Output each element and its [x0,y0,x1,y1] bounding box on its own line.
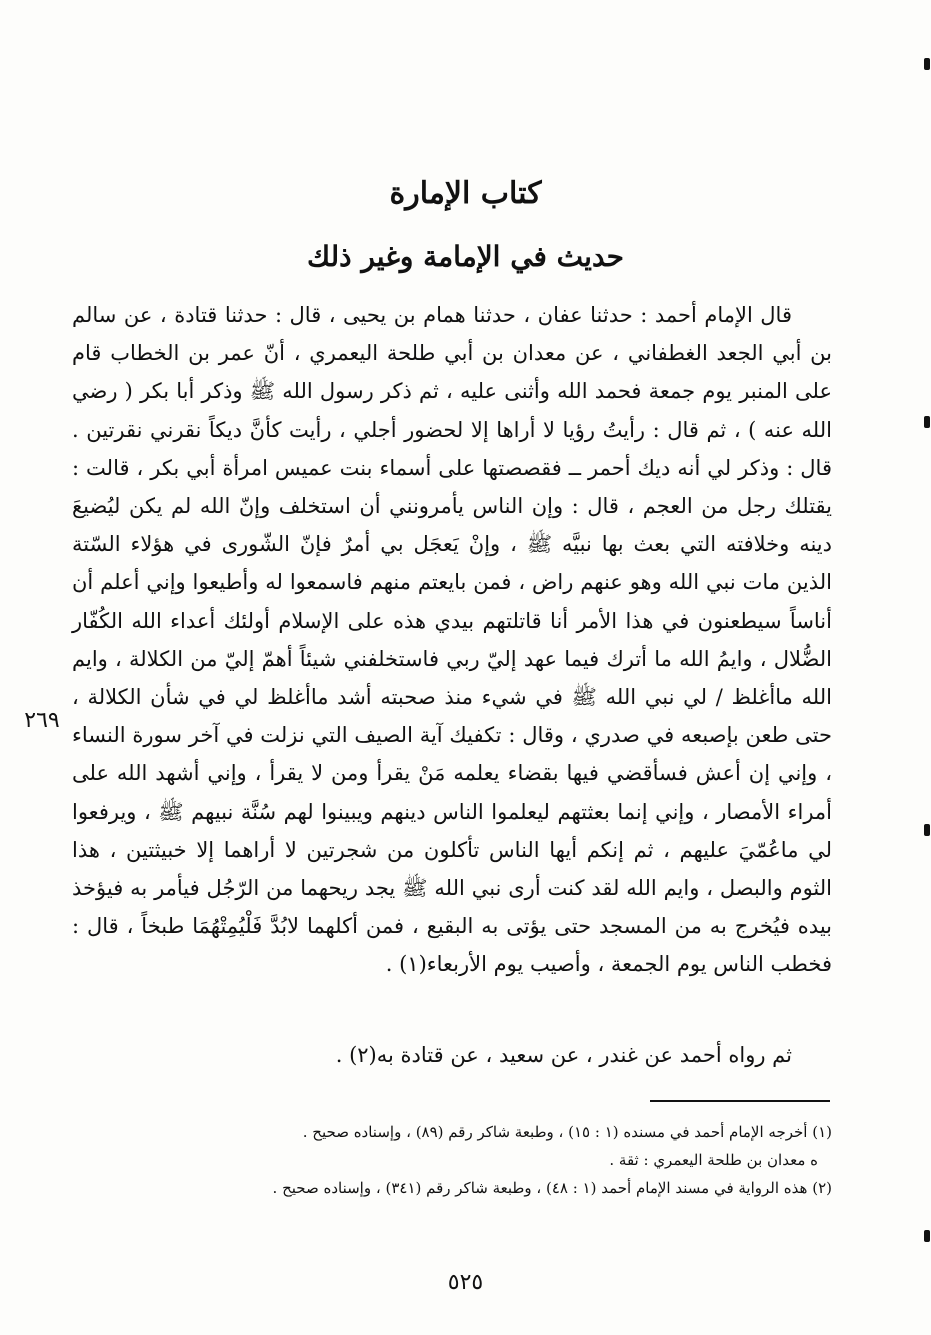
scan-mark-middle [924,824,930,836]
scan-mark-upper [924,416,930,428]
closing-line: ثم رواه أحمد عن غندر ، عن سعيد ، عن قتادة به(٢) . [335,1043,792,1067]
section-title: حديث في الإمامة وغير ذلك [307,240,624,273]
scan-mark-bottom [924,1230,930,1242]
margin-page-reference: ٢٦٩ [24,708,60,733]
footnote-1-note: ه معدان بن طلحة اليعمري : ثقة . [609,1151,818,1169]
footnote-2: (٢) هذه الرواية في مسند الإمام أحمد (١ : ٤٨) ، وطبعة شاكر رقم (٣٤١) ، وإسناده صحيح . [272,1179,832,1197]
scan-mark-top [924,58,930,70]
hadith-paragraph: قال الإمام أحمد : حدثنا عفان ، حدثنا همام بن يحيى ، قال : حدثنا قتادة ، عن سالم بن أبي الجعد الغطفاني ، عن معدان بن أبي طلحة اليعمري ، أنّ عمر بن الخطاب قام على المنبر يوم جمعة فحمد الله وأثنى عليه ، ثم ذكر رسول الله ﷺ وذكر أبا بكر ( رضي الله عنه ) ، ثم قال : رأيتُ رؤيا لا أراها إلا لحضور أجلي ، رأيت كأنَّ ديكاً نقرني نقرتين . قال : وذكر لي أنه ديك أحمر ــ فقصصتها على أسماء بنت عميس امرأة أبي بكر ، قالت : يقتلك رجل من العجم ، قال : وإن الناس يأمرونني أن استخلف وإنّ الله لم يكن ليُضيعَ دينه وخلافته التي بعث بها نبيَّه ﷺ ، وإنْ يَعجَل بي أمرٌ فإنّ الشّورى في هؤلاء السّتة الذين مات نبي الله وهو عنهم راض ، فمن بايعتم منهم فاسمعوا له وأطيعوا وإني أعلم أن أناساً سيطعنون في هذا الأمر أنا قاتلتهم بيدي هذه على الإسلام أولئك أعداء الله الكُفّار الضُّلال ، وايمُ الله ما أترك فيما عهد إليّ ربي فاستخلفني شيئاً أهمّ إليّ من الكلالة ، وايم الله ماأغلظ / لي نبي الله ﷺ في شيء منذ صحبته أشد ماأغلظ لي في شأن الكلالة ، حتى طعن بإصبعه في صدري ، وقال : تكفيك آية الصيف التي نزلت في آخر سورة النساء ، وإني إن أعش فسأقضي فيها بقضاء يعلمه مَنْ يقرأ ومن لا يقرأ ، وإني أشهد الله على أمراء الأمصار ، وإني إنما بعثتهم ليعلموا الناس دينهم ويبينوا لهم سُنَّة نبيهم ﷺ ، ويرفعوا لي ماعُمّيَ عليهم ، ثم إنكم أيها الناس تأكلون من شجرتين لا أراهما إلا خبيثتين ، هذا الثوم والبصل ، وايم الله لقد كنت أرى نبي الله ﷺ يجد ريحهما من الرّجُل فيأمر به فيؤخذ بيده فيُخرج به من المسجد حتى يؤتى به البقيع ، فمن أكلهما لابُدَّ فَلْيُمِتْهُمَا طبخاً ، قال : فخطب الناس يوم الجمعة ، وأصيب يوم الأربعاء(١) . [72,303,832,977]
hadith-body [72,296,832,984]
chapter-title: كتاب الإمارة [389,176,542,211]
footnotes [72,1118,832,1202]
footnote-1: (١) أخرجه الإمام أحمد في مسنده (١ : ١٥) ، وطبعة شاكر رقم (٨٩) ، وإسناده صحيح . [302,1123,832,1141]
page-number: ٥٢٥ [447,1270,484,1295]
footnote-divider [650,1100,830,1102]
